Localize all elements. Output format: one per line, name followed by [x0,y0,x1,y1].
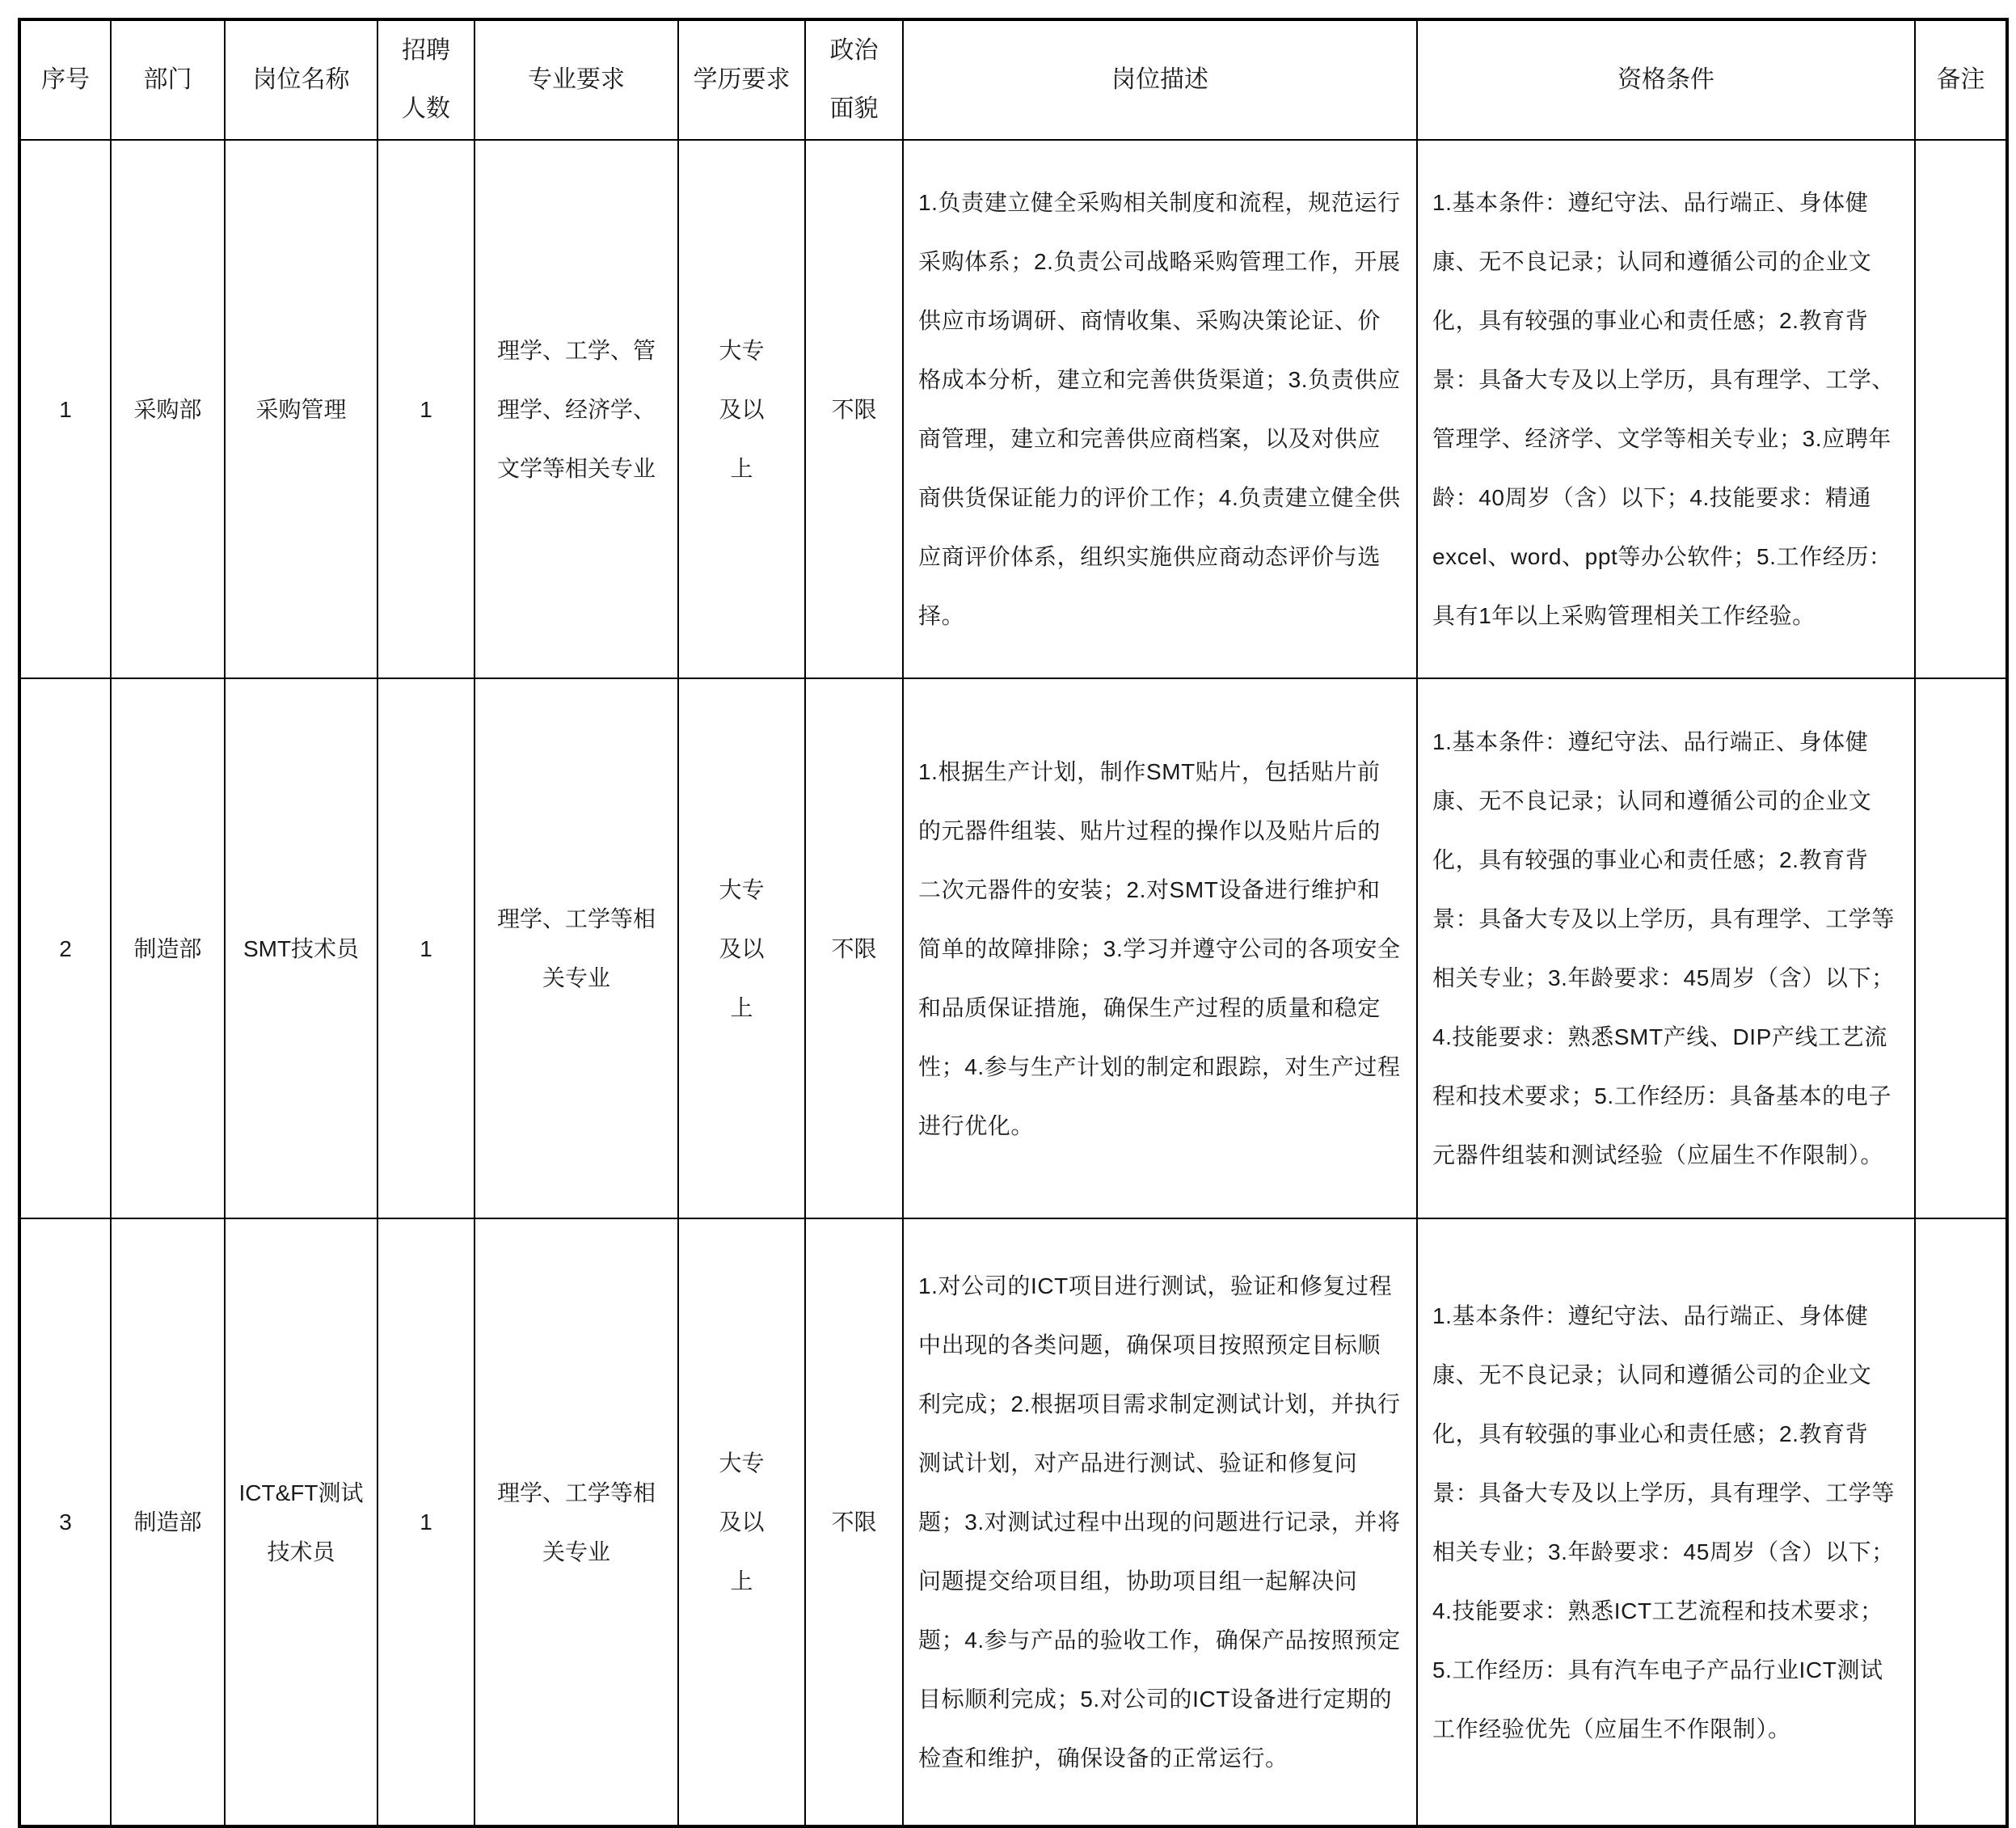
header-major: 专业要求 [474,19,678,140]
cell-position: 采购管理 [225,140,377,678]
cell-major: 理学、工学等相关专业 [474,678,678,1218]
header-political-line2: 面貌 [829,95,879,122]
header-count-line1: 招聘 [402,37,450,64]
cell-education: 大专及以上 [678,1218,805,1826]
header-remarks: 备注 [1915,19,2007,140]
cell-count: 1 [377,678,474,1218]
cell-major: 理学、工学等相关专业 [474,1218,678,1826]
cell-count: 1 [377,140,474,678]
table-row [19,140,2007,678]
recruitment-table [18,18,2009,1828]
cell-major: 理学、工学、管理学、经济学、文学等相关专业 [474,140,678,678]
cell-position: SMT技术员 [225,678,377,1218]
table-header [19,19,2007,140]
cell-remarks [1915,1218,2007,1826]
header-seq: 序号 [19,19,111,140]
cell-remarks [1915,140,2007,678]
cell-remarks [1915,678,2007,1218]
cell-dept: 制造部 [111,1218,225,1826]
header-description: 岗位描述 [903,19,1417,140]
header-dept: 部门 [111,19,225,140]
cell-political: 不限 [805,678,903,1218]
table-row [19,1218,2007,1826]
cell-qualifications: 1.基本条件：遵纪守法、品行端正、身体健康、无不良记录；认同和遵循公司的企业文化，具有较强的事业心和责任感；2.教育背景：具备大专及以上学历，具有理学、工学、管理学、经济学、文学等相关专业；3.应聘年龄：40周岁（含）以下；4.技能要求：精通excel、word、ppt等办公软件；5.工作经历：具有1年以上采购管理相关工作经验。 [1417,140,1915,678]
header-education: 学历要求 [678,19,805,140]
header-political-line1: 政治 [829,37,879,64]
cell-description: 1.对公司的ICT项目进行测试，验证和修复过程中出现的各类问题，确保项目按照预定目标顺利完成；2.根据项目需求制定测试计划，并执行测试计划，对产品进行测试、验证和修复问题；3.对测试过程中出现的问题进行记录，并将问题提交给项目组，协助项目组一起解决问题；4.参与产品的验收工作，确保产品按照预定目标顺利完成；5.对公司的ICT设备进行定期的检查和维护，确保设备的正常运行。 [903,1218,1417,1826]
cell-position: ICT&FT测试技术员 [225,1218,377,1826]
header-count [377,19,474,140]
table-row [19,678,2007,1218]
cell-dept: 制造部 [111,678,225,1218]
header-qualifications: 资格条件 [1417,19,1915,140]
cell-education: 大专及以上 [678,140,805,678]
header-count-line2: 人数 [402,95,450,122]
cell-description: 1.根据生产计划，制作SMT贴片，包括贴片前的元器件组装、贴片过程的操作以及贴片后的二次元器件的安装；2.对SMT设备进行维护和简单的故障排除；3.学习并遵守公司的各项安全和品质保证措施，确保生产过程的质量和稳定性；4.参与生产计划的制定和跟踪，对生产过程进行优化。 [903,678,1417,1218]
header-political [805,19,903,140]
cell-description: 1.负责建立健全采购相关制度和流程，规范运行采购体系；2.负责公司战略采购管理工作，开展供应市场调研、商情收集、采购决策论证、价格成本分析，建立和完善供货渠道；3.负责供应商管理，建立和完善供应商档案，以及对供应商供货保证能力的评价工作；4.负责建立健全供应商评价体系，组织实施供应商动态评价与选择。 [903,140,1417,678]
cell-dept: 采购部 [111,140,225,678]
cell-political: 不限 [805,140,903,678]
cell-seq: 3 [19,1218,111,1826]
cell-education: 大专及以上 [678,678,805,1218]
cell-count: 1 [377,1218,474,1826]
cell-political: 不限 [805,1218,903,1826]
cell-seq: 2 [19,678,111,1218]
cell-seq: 1 [19,140,111,678]
cell-qualifications: 1.基本条件：遵纪守法、品行端正、身体健康、无不良记录；认同和遵循公司的企业文化，具有较强的事业心和责任感；2.教育背景：具备大专及以上学历，具有理学、工学等相关专业；3.年龄要求：45周岁（含）以下；4.技能要求：熟悉SMT产线、DIP产线工艺流程和技术要求；5.工作经历：具备基本的电子元器件组装和测试经验（应届生不作限制）。 [1417,678,1915,1218]
cell-qualifications: 1.基本条件：遵纪守法、品行端正、身体健康、无不良记录；认同和遵循公司的企业文化，具有较强的事业心和责任感；2.教育背景：具备大专及以上学历，具有理学、工学等相关专业；3.年龄要求：45周岁（含）以下；4.技能要求：熟悉ICT工艺流程和技术要求；5.工作经历：具有汽车电子产品行业ICT测试工作经验优先（应届生不作限制）。 [1417,1218,1915,1826]
header-position: 岗位名称 [225,19,377,140]
